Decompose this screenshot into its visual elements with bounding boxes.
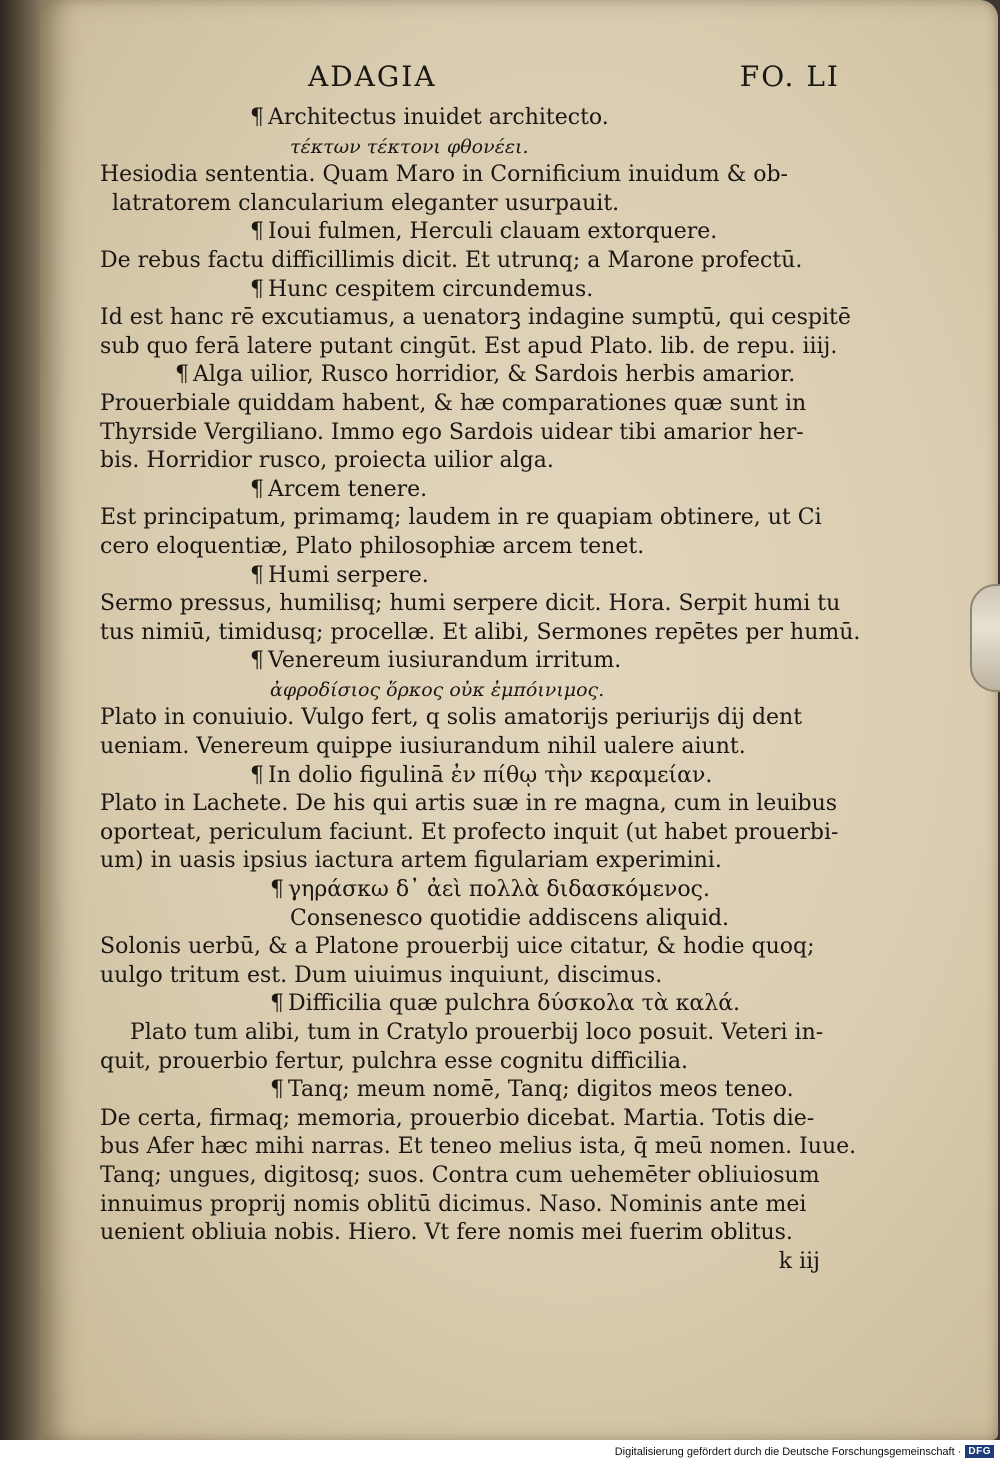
body-line: innuimus proprij nomis oblitū dicimus. Naso. Nominis ante mei (100, 1191, 807, 1217)
pilcrow-icon: ¶ (270, 1077, 284, 1103)
adage-heading: ¶ Architectus inuidet architecto. (250, 105, 609, 130)
adage-heading: ¶ γηράσκω δ᾽ ἀεὶ πολλὰ διδασκόμενος. (270, 877, 710, 903)
dfg-logo: DFG (965, 1445, 994, 1458)
body-line: Est principatum, primamq; laudem in re quapiam obtinere, ut Ci (100, 505, 822, 531)
body-line: Plato in Lachete. De his qui artis suæ in re magna, cum in leuibus (100, 791, 838, 817)
adage-heading: ¶ Humi serpere. (250, 562, 429, 588)
adage-heading: ¶ Difficilia quæ pulchra δύσκολα τὰ καλά. (270, 991, 741, 1017)
body-line: um) in uasis ipsius iactura artem figulariam experimini. (100, 848, 722, 874)
pilcrow-icon: ¶ (250, 648, 264, 674)
adage-heading: ¶ Alga uilior, Rusco horridior, & Sardois herbis amarior. (175, 362, 796, 388)
body-line: uenient obliuia nobis. Hiero. Vt fere nomis mei fuerim oblitus. (100, 1220, 793, 1246)
body-line: Plato in conuiuio. Vulgo fert, q solis amatorijs periurijs dij dent (100, 705, 803, 731)
adage-heading: ¶ Tanq; meum nomē, Tanq; digitos meos teneo. (270, 1077, 794, 1103)
pilcrow-icon: ¶ (250, 105, 264, 130)
body-line: ueniam. Venereum quippe iusiurandum nihil ualere aiunt. (100, 734, 746, 760)
adage-heading: ¶ Venereum iusiurandum irritum. (250, 648, 622, 674)
running-title: ADAGIA (308, 60, 437, 93)
greek-line: ἀφροδίσιος ὅρκος οὐκ ἐμπόινιμος. (270, 678, 605, 701)
pilcrow-icon: ¶ (250, 219, 264, 245)
pilcrow-icon: ¶ (250, 476, 264, 502)
body-line: uulgo tritum est. Dum uiuimus inquiunt, discimus. (100, 962, 663, 988)
pilcrow-icon: ¶ (270, 991, 284, 1017)
page-clip (970, 584, 1000, 692)
body-line: quit, prouerbio fertur, pulchra esse cognitu difficilia. (100, 1048, 688, 1074)
pilcrow-icon: ¶ (270, 877, 284, 903)
body-line: Prouerbiale quiddam habent, & hæ comparationes quæ sunt in (100, 390, 807, 416)
adage-heading: ¶ Hunc cespitem circundemus. (250, 276, 594, 302)
body-line: Hesiodia sententia. Quam Maro in Cornificium inuidum & ob- (100, 162, 788, 188)
body-line: Thyrside Vergiliano. Immo ego Sardois uidear tibi amarior her- (100, 419, 804, 445)
pilcrow-icon: ¶ (250, 762, 264, 788)
body-line: Id est hanc rē excutiamus, a uenatorꝫ indagine sumptū, qui cespitē (100, 305, 851, 331)
pilcrow-icon: ¶ (175, 362, 189, 388)
body-line: latratorem clancularium eleganter usurpauit. (112, 190, 620, 216)
body-line: Solonis uerbū, & a Platone prouerbij uice citatur, & hodie quoq; (100, 934, 815, 960)
body-line: oporteat, periculum faciunt. Et profecto inquit (ut habet prouerbi- (100, 819, 839, 845)
body-line: Plato tum alibi, tum in Cratylo prouerbij loco posuit. Veteri in- (130, 1020, 824, 1045)
adage-heading: ¶ Ioui fulmen, Herculi clauam extorquere. (250, 219, 718, 245)
adage-heading: ¶ In dolio figulinā ἐν πίθῳ τὴν κεραμείαν. (250, 762, 713, 788)
page-header (100, 60, 840, 104)
body-line: De certa, firmaq; memoria, prouerbio dicebat. Martia. Totis die- (100, 1105, 815, 1131)
pilcrow-icon: ¶ (250, 276, 264, 302)
body-line: Tanq; ungues, digitosq; suos. Contra cum uehemēter obliuiosum (100, 1162, 820, 1188)
adage-heading: ¶ Arcem tenere. (250, 476, 428, 502)
greek-line: τέκτων τέκτονι φθονέει. (290, 135, 529, 158)
body-line: bis. Horridior rusco, proiecta uilior alga. (100, 448, 554, 474)
funding-notice: Digitalisierung gefördert durch die Deutsche Forschungsgemeinschaft · (614, 1445, 962, 1458)
centered-translation: Consenesco quotidie addiscens aliquid. (290, 905, 730, 931)
folio-number: FO. LI (739, 60, 840, 93)
signature-mark: k iij (778, 1248, 820, 1274)
body-line: Sermo pressus, humilisq; humi serpere dicit. Hora. Serpit humi tu (100, 591, 841, 617)
body-line: bus Afer hæc mihi narras. Et teneo melius ista, q̄ meū nomen. Iuue. (100, 1134, 857, 1160)
digitization-footer (0, 1440, 1000, 1463)
body-line: cero eloquentiæ, Plato philosophiæ arcem tenet. (100, 533, 645, 559)
body-line: De rebus factu difficillimis dicit. Et utrunq; a Marone profectū. (100, 247, 803, 273)
body-line: sub quo ferā latere putant cingūt. Est apud Plato. lib. de repu. iiij. (100, 333, 838, 359)
body-line: tus nimiū, timidusq; procellæ. Et alibi, Sermones repētes per humū. (100, 619, 861, 645)
page-text (100, 60, 861, 1276)
pilcrow-icon: ¶ (250, 562, 264, 588)
